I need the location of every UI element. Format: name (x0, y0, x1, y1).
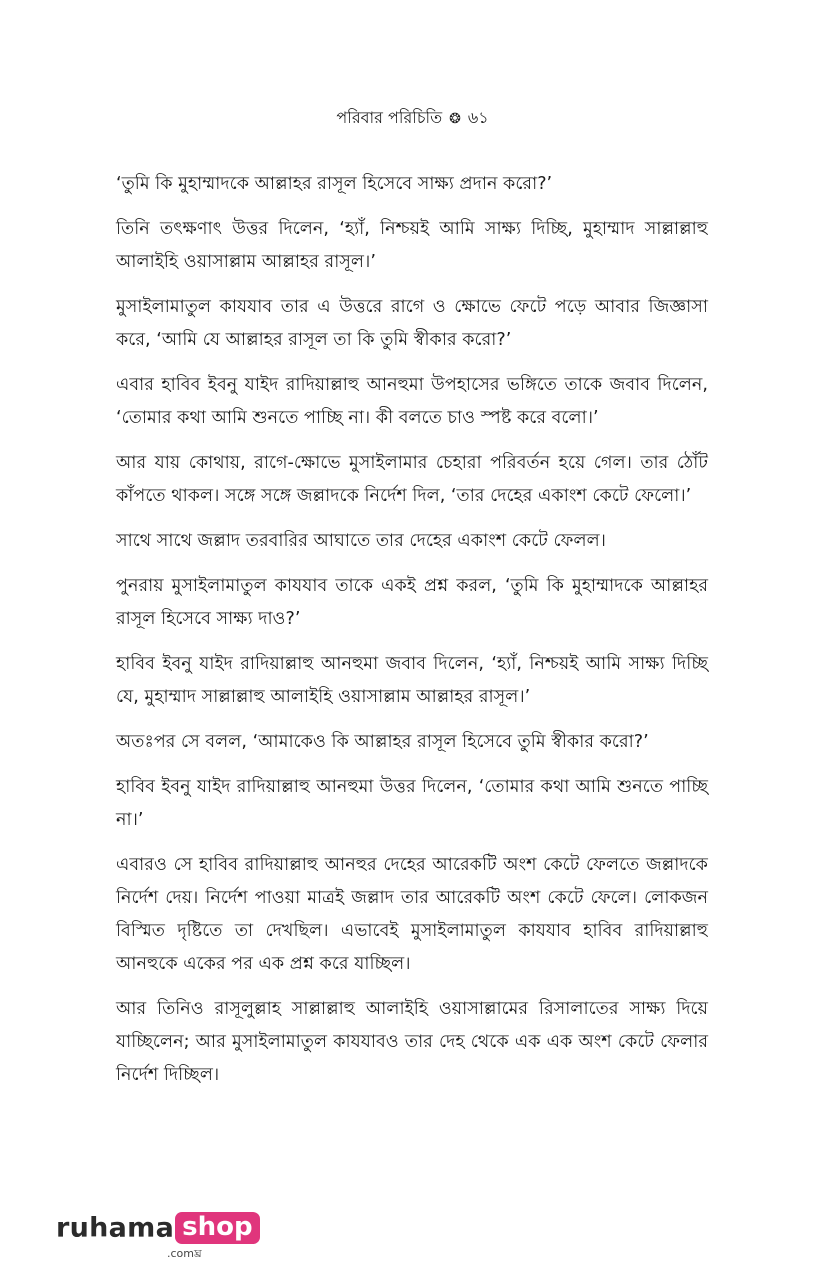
page-number: ৬১ (467, 108, 489, 127)
ruhamashop-logo (56, 1212, 260, 1260)
paragraph: হাবিব ইবনু যাইদ রাদিয়াল্লাহু আনহুমা উত্তর দিলেন, ‘তোমার কথা আমি শুনতে পাচ্ছি না।’ (116, 777, 708, 830)
logo-shop-badge: shop (175, 1212, 259, 1244)
running-header (0, 106, 825, 131)
paragraph: এবার হাবিব ইবনু যাইদ রাদিয়াল্লাহু আনহুমা উপহাসের ভঙ্গিতে তাকে জবাব দিলেন, ‘তোমার কথা আমি শুনতে পাচ্ছি না। কী বলতে চাও স্পষ্ট করে বলো।’ (116, 375, 708, 428)
paragraph: সাথে সাথে জল্লাদ তরবারির আঘাতে তার দেহের একাংশ কেটে ফেলল। (116, 531, 606, 551)
paragraph: মুসাইলামাতুল কাযযাব তার এ উত্তরে রাগে ও ক্ষোভে ফেটে পড়ে আবার জিজ্ঞাসা করে, ‘আমি যে আল্লাহর রাসূল তা কি তুমি স্বীকার করো?’ (116, 297, 708, 350)
paragraph: এবারও সে হাবিব রাদিয়াল্লাহু আনহুর দেহের আরেকটি অংশ কেটে ফেলতে জল্লাদকে নির্দেশ দেয়। নির্দেশ পাওয়া মাত্রই জল্লাদ তার আরেকটি অংশ কেটে ফেলে। লোকজন বিস্মিত দৃষ্টিতে তা দেখছিল। এভাবেই মুসাইলামাতুল কাযযাব হাবিব রাদিয়াল্লাহু আনহুকে একের পর এক প্রশ্ন করে যাচ্ছিল। (116, 855, 708, 974)
logo-domain: .comঘ্র (167, 1247, 202, 1260)
ornament-separator: ❂ (449, 111, 461, 127)
paragraph: হাবিব ইবনু যাইদ রাদিয়াল্লাহু আনহুমা জবাব দিলেন, ‘হ্যাঁ, নিশ্চয়ই আমি সাক্ষ্য দিচ্ছি যে, মুহাম্মাদ সাল্লাল্লাহু আলাইহি ওয়াসাল্লাম আল্লাহর রাসূল।’ (116, 654, 708, 707)
paragraph: অতঃপর সে বলল, ‘আমাকেও কি আল্লাহর রাসূল হিসেবে তুমি স্বীকার করো?’ (116, 732, 649, 752)
logo-brand-text: ruhama (56, 1212, 175, 1244)
body-text (116, 168, 708, 1104)
paragraph: আর তিনিও রাসূলুল্লাহ সাল্লাল্লাহু আলাইহি ওয়াসাল্লামের রিসালাতের সাক্ষ্য দিয়ে যাচ্ছিলেন; আর মুসাইলামাতুল কাযযাবও তার দেহ থেকে এক এক অংশ কেটে ফেলার নির্দেশ দিচ্ছিল। (116, 999, 708, 1085)
paragraph: আর যায় কোথায়, রাগে-ক্ষোভে মুসাইলামার চেহারা পরিবর্তন হয়ে গেল। তার ঠোঁট কাঁপতে থাকল। সঙ্গে সঙ্গে জল্লাদকে নির্দেশ দিল, ‘তার দেহের একাংশ কেটে ফেলো।’ (116, 453, 708, 506)
chapter-title: পরিবার পরিচিতি (336, 108, 443, 127)
paragraph: ‘তুমি কি মুহাম্মাদকে আল্লাহর রাসূল হিসেবে সাক্ষ্য প্রদান করো?’ (116, 174, 553, 194)
paragraph: তিনি তৎক্ষণাৎ উত্তর দিলেন, ‘হ্যাঁ, নিশ্চয়ই আমি সাক্ষ্য দিচ্ছি, মুহাম্মাদ সাল্লাল্লাহু আলাইহি ওয়াসাল্লাম আল্লাহর রাসূল।’ (116, 219, 708, 272)
paragraph: পুনরায় মুসাইলামাতুল কাযযাব তাকে একই প্রশ্ন করল, ‘তুমি কি মুহাম্মাদকে আল্লাহর রাসূল হিসেবে সাক্ষ্য দাও?’ (116, 576, 708, 629)
